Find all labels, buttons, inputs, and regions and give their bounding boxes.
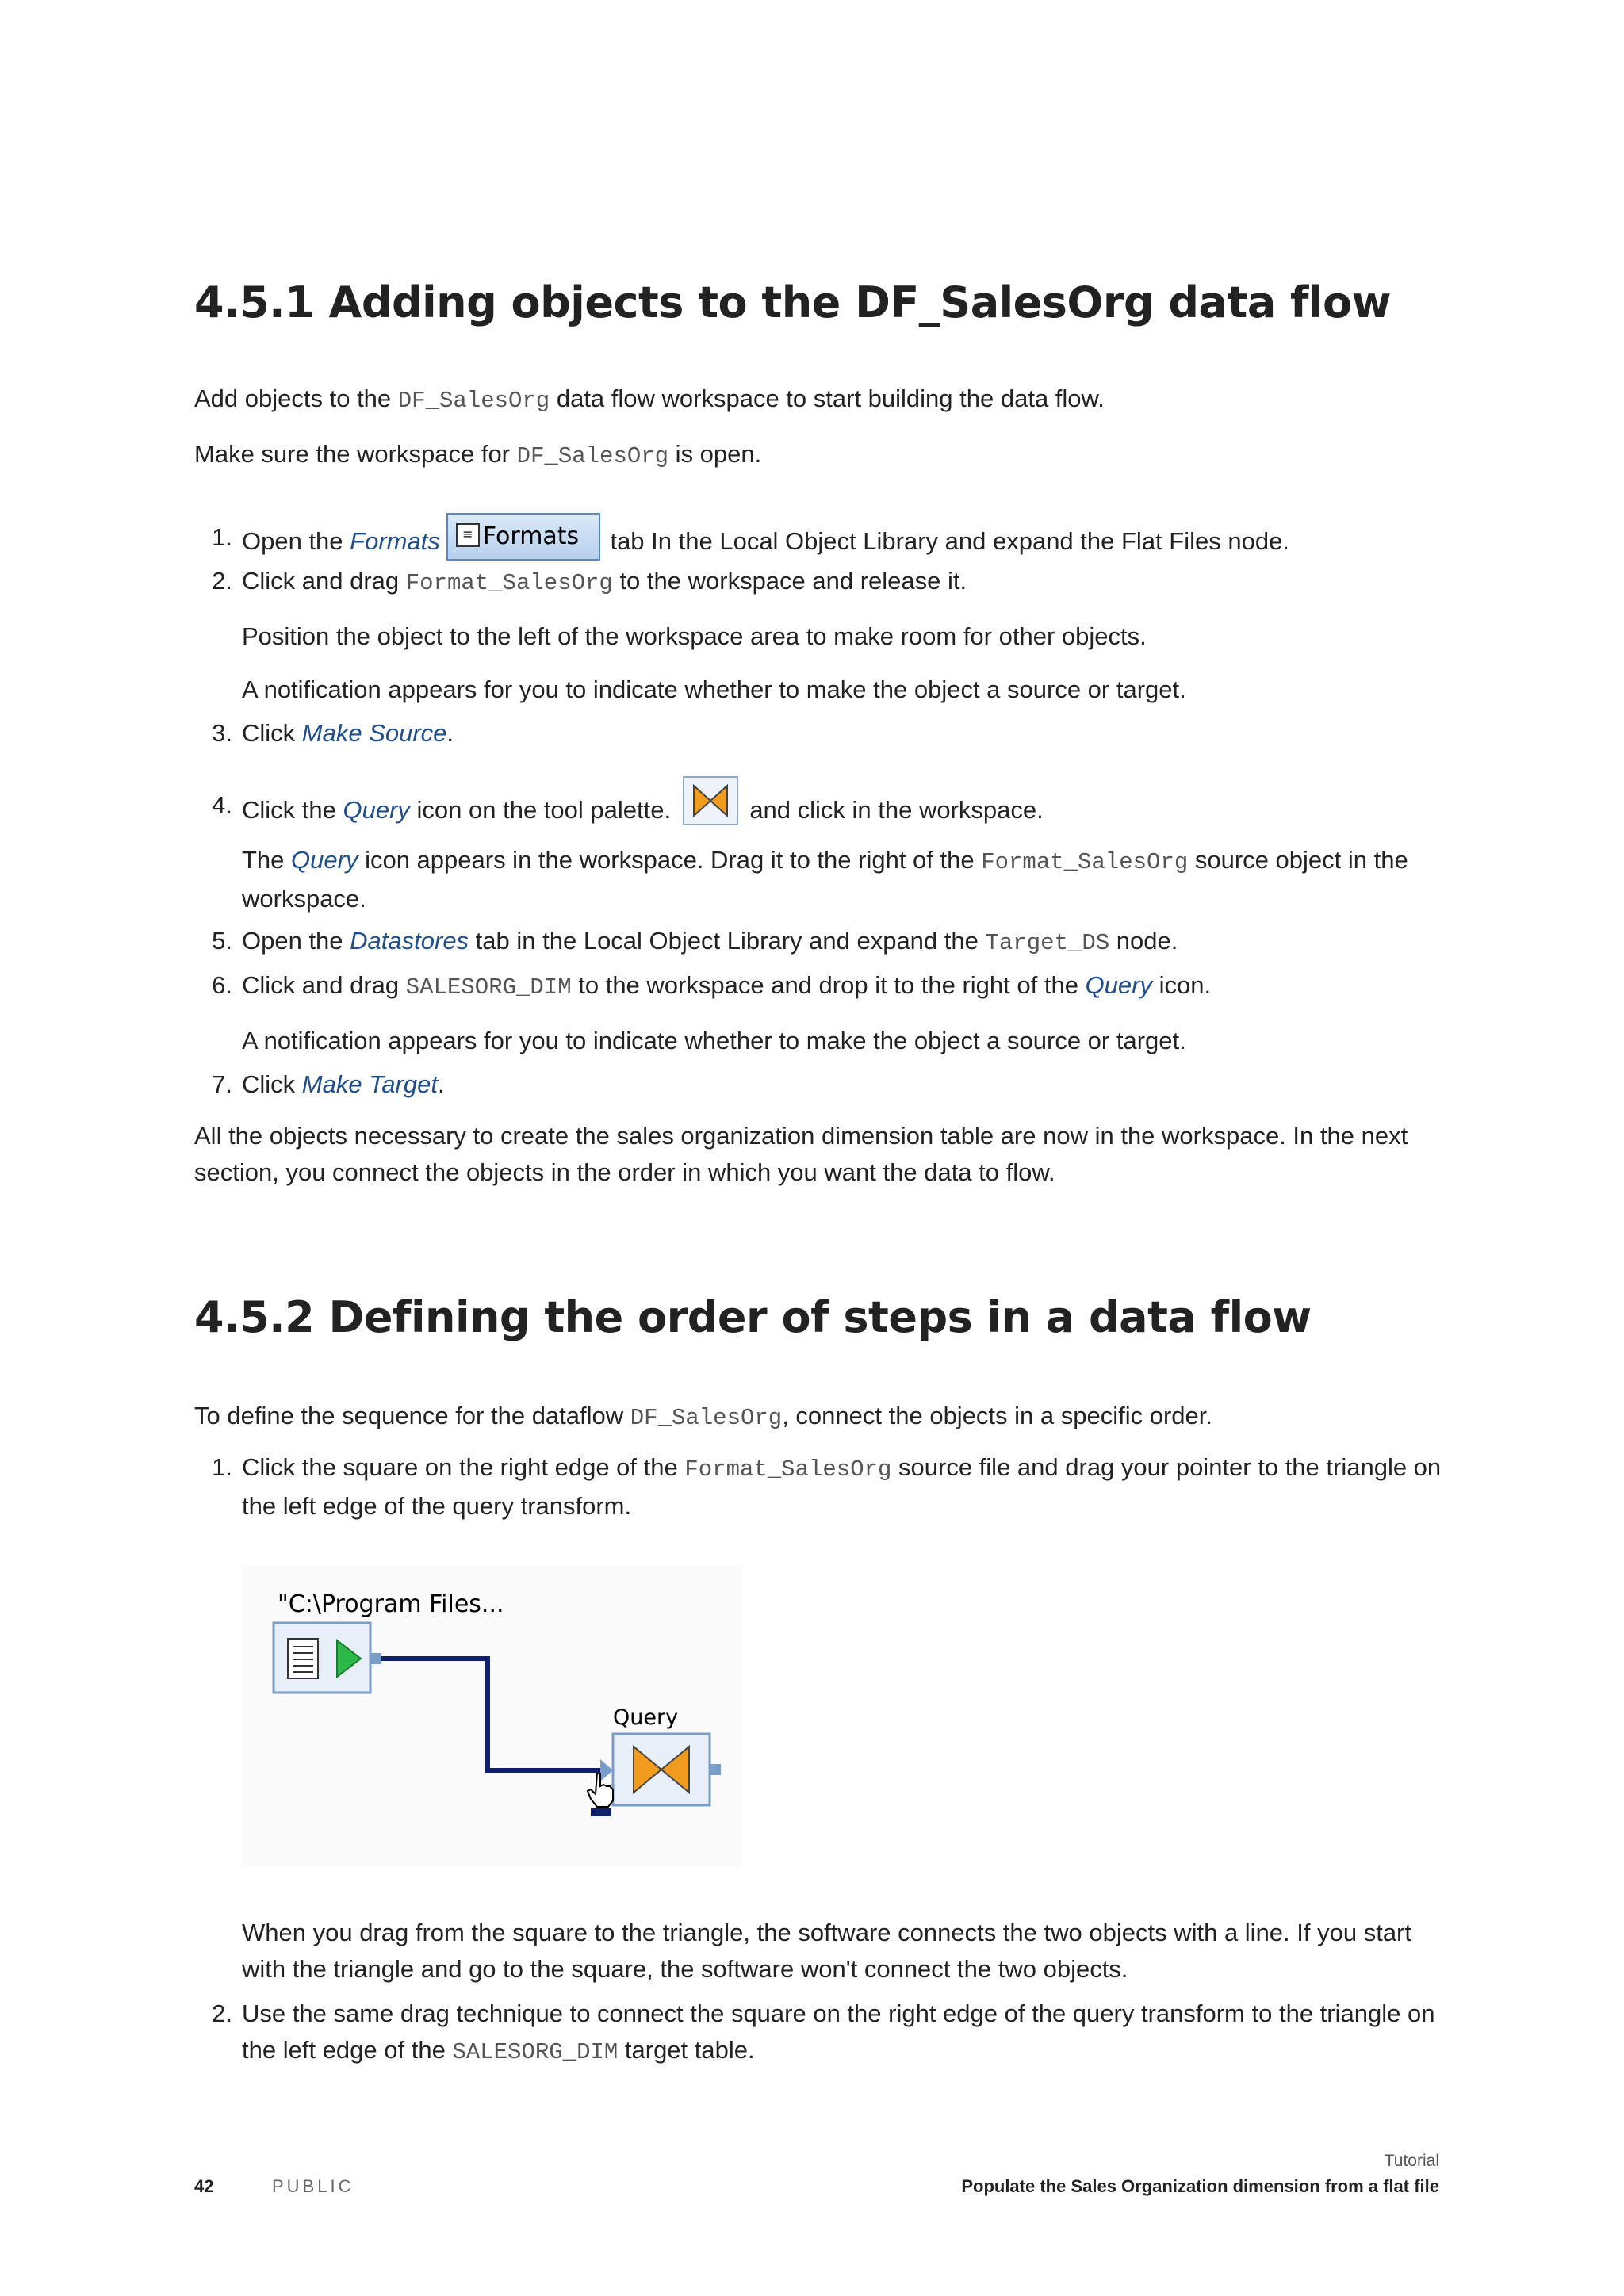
query-input-triangle[interactable] xyxy=(600,1759,613,1781)
chapter-title: Populate the Sales Organization dimension from a flat file xyxy=(961,2176,1439,2196)
section-heading-4-5-1: 4.5.1 Adding objects to the DF_SalesOrg data flow xyxy=(194,277,1392,327)
step-body xyxy=(242,1066,1447,1103)
step-body xyxy=(242,1449,1447,1525)
query-tool-button[interactable] xyxy=(683,776,738,825)
closing-paragraph: All the objects necessary to create the sales organization dimension table are now in the workspace. In the next section, you connect the objects in the order in which you want the data to flow. xyxy=(194,1122,1408,1186)
s2-step-1-note: When you drag from the square to the triangle, the software connects the two objects with a line. If you start with the triangle and go to the square, the software won't connect the two objects. xyxy=(242,1919,1411,1983)
step-body xyxy=(242,1996,1447,2071)
formats-tab-button[interactable] xyxy=(446,513,600,561)
text: to the workspace and drop it to the right of the xyxy=(571,971,1086,999)
step-number: 6. xyxy=(212,971,232,999)
hand-cursor-icon xyxy=(588,1774,613,1816)
step-number: 2. xyxy=(212,1999,232,2027)
step-body xyxy=(242,967,1447,1006)
dataflow-diagram xyxy=(242,1566,741,1867)
text: source object in the workspace. xyxy=(242,846,1408,913)
text: Click xyxy=(242,1070,302,1098)
text: Open the xyxy=(242,527,350,556)
text: node. xyxy=(1109,927,1178,955)
text: Click the square on the right edge of the xyxy=(242,1453,685,1481)
step-2-note-2: A notification appears for you to indicate whether to make the object a source or target. xyxy=(242,675,1186,703)
text: source file and drag your pointer to the triangle on the left edge of the query transform. xyxy=(242,1453,1442,1520)
query-link[interactable]: Query xyxy=(1085,971,1152,999)
code-salesorg-dim: SALESORG_DIM xyxy=(452,2039,619,2065)
step-body xyxy=(242,923,1447,962)
code-format-salesorg: Format_SalesOrg xyxy=(684,1456,892,1483)
formats-icon: ≡ xyxy=(456,523,480,547)
text: icon on the tool palette. xyxy=(409,796,678,825)
page-number: 42 xyxy=(194,2176,214,2196)
text: , connect the objects in a specific order. xyxy=(782,1402,1213,1429)
section-heading-4-5-2: 4.5.2 Defining the order of steps in a data flow xyxy=(194,1292,1312,1342)
step-number: 4. xyxy=(212,791,232,819)
text: to the workspace and release it. xyxy=(612,567,967,595)
text: tab In the Local Object Library and expand the Flat Files node. xyxy=(603,527,1289,556)
text: . xyxy=(446,719,454,747)
query-link[interactable]: Query xyxy=(343,796,410,825)
source-output-square[interactable] xyxy=(370,1653,381,1664)
query-link[interactable]: Query xyxy=(291,846,358,874)
make-target-link[interactable]: Make Target xyxy=(301,1070,438,1098)
code-format-salesorg: Format_SalesOrg xyxy=(405,570,613,596)
doc-title: Tutorial xyxy=(1384,2152,1439,2170)
step-4-note xyxy=(242,842,1447,917)
step-number: 3. xyxy=(212,719,232,747)
text: icon appears in the workspace. Drag it to the right of the xyxy=(358,846,982,874)
text: The xyxy=(242,846,292,874)
code-format-salesorg: Format_SalesOrg xyxy=(981,849,1189,875)
text: icon. xyxy=(1152,971,1212,999)
datastores-link[interactable]: Datastores xyxy=(350,927,469,955)
text: is open. xyxy=(668,440,762,468)
text: data flow workspace to start building the data flow. xyxy=(550,385,1105,412)
text: Use the same drag technique to connect the square on the right edge of the query transform to the triangle on the left edge of the xyxy=(242,1999,1435,2064)
text: Click and drag xyxy=(242,971,406,999)
formats-link[interactable]: Formats xyxy=(350,527,440,556)
query-label: Query xyxy=(613,1705,679,1730)
text: Make sure the workspace for xyxy=(194,440,517,468)
step-body xyxy=(242,787,1447,836)
source-file-label: "C:\Program Files... xyxy=(278,1590,504,1618)
step-number: 5. xyxy=(212,927,232,955)
formats-tab-label: Formats xyxy=(482,522,580,550)
step-6-note: A notification appears for you to indicate whether to make the object a source or target. xyxy=(242,1027,1186,1054)
step-number: 1. xyxy=(212,1453,232,1481)
text: Add objects to the xyxy=(194,385,398,412)
step-number: 1. xyxy=(212,523,232,551)
query-transform-icon xyxy=(684,778,737,824)
section2-intro xyxy=(194,1398,1212,1437)
text: Click the xyxy=(242,796,343,825)
step-body xyxy=(242,563,1447,602)
text: To define the sequence for the dataflow xyxy=(194,1402,630,1429)
dataflow-connection-figure xyxy=(242,1566,741,1867)
text: Click and drag xyxy=(242,567,406,595)
step-2-note-1: Position the object to the left of the workspace area to make room for other objects. xyxy=(242,622,1147,650)
query-transform-object[interactable] xyxy=(613,1734,710,1805)
code-df-salesorg: DF_SalesOrg xyxy=(630,1405,783,1431)
step-number: 7. xyxy=(212,1070,232,1098)
step-body xyxy=(242,519,1447,567)
code-salesorg-dim: SALESORG_DIM xyxy=(405,974,572,1001)
text: Click xyxy=(242,719,302,747)
step-body xyxy=(242,715,1447,752)
intro-paragraph-1 xyxy=(194,381,1105,419)
text: target table. xyxy=(618,2036,755,2064)
make-source-link[interactable]: Make Source xyxy=(301,719,447,747)
text: and click in the workspace. xyxy=(742,796,1044,825)
code-df-salesorg: DF_SalesOrg xyxy=(397,388,550,414)
step-number: 2. xyxy=(212,567,232,595)
code-target-ds: Target_DS xyxy=(985,930,1110,956)
connection-line xyxy=(381,1659,607,1770)
text: tab in the Local Object Library and expand the xyxy=(469,927,986,955)
text: . xyxy=(437,1070,445,1098)
classification-label: PUBLIC xyxy=(272,2176,354,2196)
source-file-object[interactable] xyxy=(274,1623,370,1693)
text: Open the xyxy=(242,927,350,955)
query-output-square[interactable] xyxy=(710,1764,721,1775)
code-df-salesorg: DF_SalesOrg xyxy=(516,443,669,469)
intro-paragraph-2 xyxy=(194,436,761,475)
